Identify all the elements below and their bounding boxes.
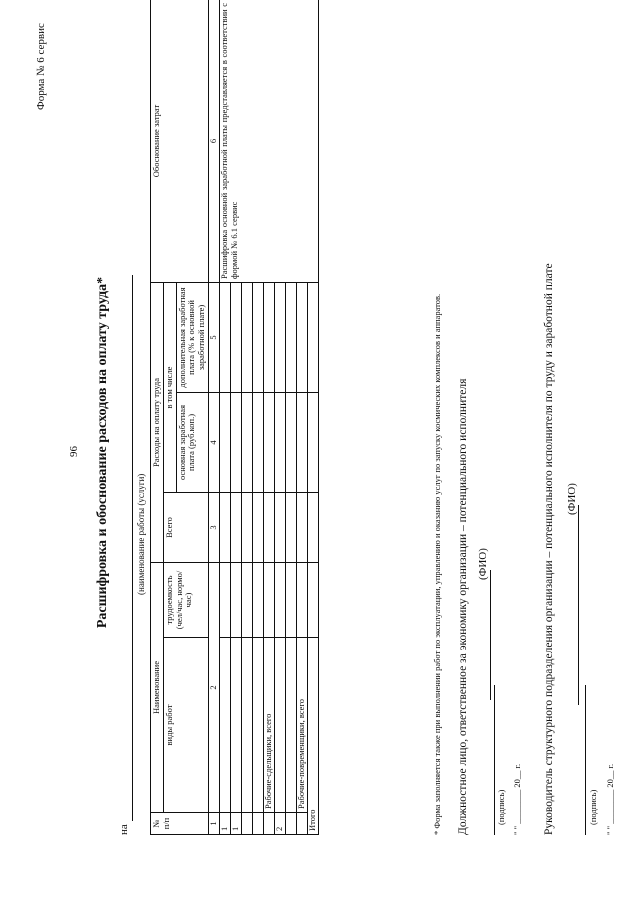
header-base-salary: основная заработная плата (руб.коп.) — [176, 393, 208, 493]
cell — [252, 638, 263, 813]
cell — [285, 493, 296, 563]
cell — [230, 493, 241, 563]
cell — [241, 493, 252, 563]
cell — [296, 813, 307, 835]
col-number: 4 — [208, 393, 219, 493]
signature2-fio-line — [578, 505, 579, 705]
document-title: Расшифровка и обоснование расходов на оплату труда* — [95, 276, 110, 629]
row-number: 1 — [219, 813, 230, 835]
cell — [219, 638, 230, 813]
cell — [307, 393, 318, 493]
header-costs: Расходы на оплату труда — [151, 283, 164, 563]
header-justification: Обоснование затрат — [151, 0, 209, 283]
cell — [219, 563, 230, 638]
cell — [307, 563, 318, 638]
column-number-row — [208, 0, 219, 835]
header-labor: трудоемкость (чел/час, нормо/час) — [163, 563, 208, 638]
cell — [263, 493, 274, 563]
cell — [296, 283, 307, 393]
work-name-line — [118, 275, 138, 835]
cell — [230, 283, 241, 393]
work-caption: (наименование работы (услуги) — [136, 473, 146, 595]
header-name: Наименование — [151, 563, 164, 813]
piece-workers-total-label: Рабочие-сдельщики, всего — [263, 638, 274, 813]
header-num: № п/п — [151, 813, 209, 835]
cell — [307, 283, 318, 393]
signature2-line — [585, 685, 586, 835]
cell — [241, 563, 252, 638]
header-including: в том числе — [163, 283, 176, 493]
page-number: 96 — [68, 446, 80, 457]
cell — [274, 393, 285, 493]
cost-table — [150, 0, 319, 835]
cell — [285, 563, 296, 638]
grand-total-label: Итого — [307, 638, 318, 835]
col-number: 6 — [208, 0, 219, 283]
sub-row-number: 1 — [230, 813, 241, 835]
cell — [219, 283, 230, 393]
form-label: Форма № 6 сервис — [35, 23, 47, 110]
signature1-caption: (подпись) — [496, 789, 506, 825]
col-number: 5 — [208, 283, 219, 393]
cell — [285, 393, 296, 493]
signature1-title: Должностное лицо, ответственное за экономику организации – потенциального исполнителя — [457, 378, 469, 835]
cell — [219, 493, 230, 563]
time-workers-total-label: Рабочие-повременщики, всего — [296, 638, 307, 813]
signature1-fio: (ФИО) — [477, 548, 489, 580]
signature1-fio-line — [490, 570, 491, 700]
col-number: 3 — [208, 493, 219, 563]
signature2-date: " " ________ 20__ г. — [605, 763, 615, 835]
cell — [285, 638, 296, 813]
cell — [274, 283, 285, 393]
cell — [241, 638, 252, 813]
cell — [274, 638, 285, 813]
cell — [296, 393, 307, 493]
signature2-title: Руководитель структурного подразделения организации – потенциального исполнителя по труду и заработной плате — [543, 263, 555, 835]
cell — [230, 563, 241, 638]
header-total: Всего — [163, 493, 208, 563]
cell — [252, 493, 263, 563]
justification-cell: Расшифровка основной заработной платы представляется в соответствии с формой № 6.1 сервис — [219, 0, 318, 283]
cell — [307, 493, 318, 563]
cell — [241, 813, 252, 835]
cell — [252, 393, 263, 493]
work-prefix: на — [118, 824, 130, 835]
cell — [241, 283, 252, 393]
cell — [296, 563, 307, 638]
cell — [230, 638, 241, 813]
header-additional-salary: дополнительная заработная плата (% к основной заработной плате) — [176, 283, 208, 393]
cell — [252, 813, 263, 835]
cell — [252, 283, 263, 393]
signature2-fio: (ФИО) — [566, 483, 578, 515]
cell — [274, 563, 285, 638]
cell — [263, 393, 274, 493]
cell — [252, 563, 263, 638]
signature1-date: " " ________ 20__ г. — [512, 763, 522, 835]
footnote: * Форма заполняется также при выполнении работ по эксплуатации, управлению и оказанию услуг по запуску космических комплексов и аппаратов. — [432, 293, 442, 835]
cell — [285, 813, 296, 835]
cell — [241, 393, 252, 493]
cell — [263, 813, 274, 835]
cell — [230, 393, 241, 493]
signature1-line — [494, 685, 495, 835]
cell — [285, 283, 296, 393]
cell — [274, 493, 285, 563]
signature2-caption: (подпись) — [588, 789, 598, 825]
header-row-1 — [151, 0, 164, 835]
table-row — [219, 0, 230, 835]
cell — [219, 393, 230, 493]
cell — [263, 563, 274, 638]
header-work-types: виды работ — [163, 638, 208, 813]
cell — [263, 283, 274, 393]
col-number: 1 — [208, 813, 219, 835]
col-number: 2 — [208, 563, 219, 813]
row-number: 2 — [274, 813, 285, 835]
work-name-underline — [132, 275, 133, 821]
cell — [296, 493, 307, 563]
